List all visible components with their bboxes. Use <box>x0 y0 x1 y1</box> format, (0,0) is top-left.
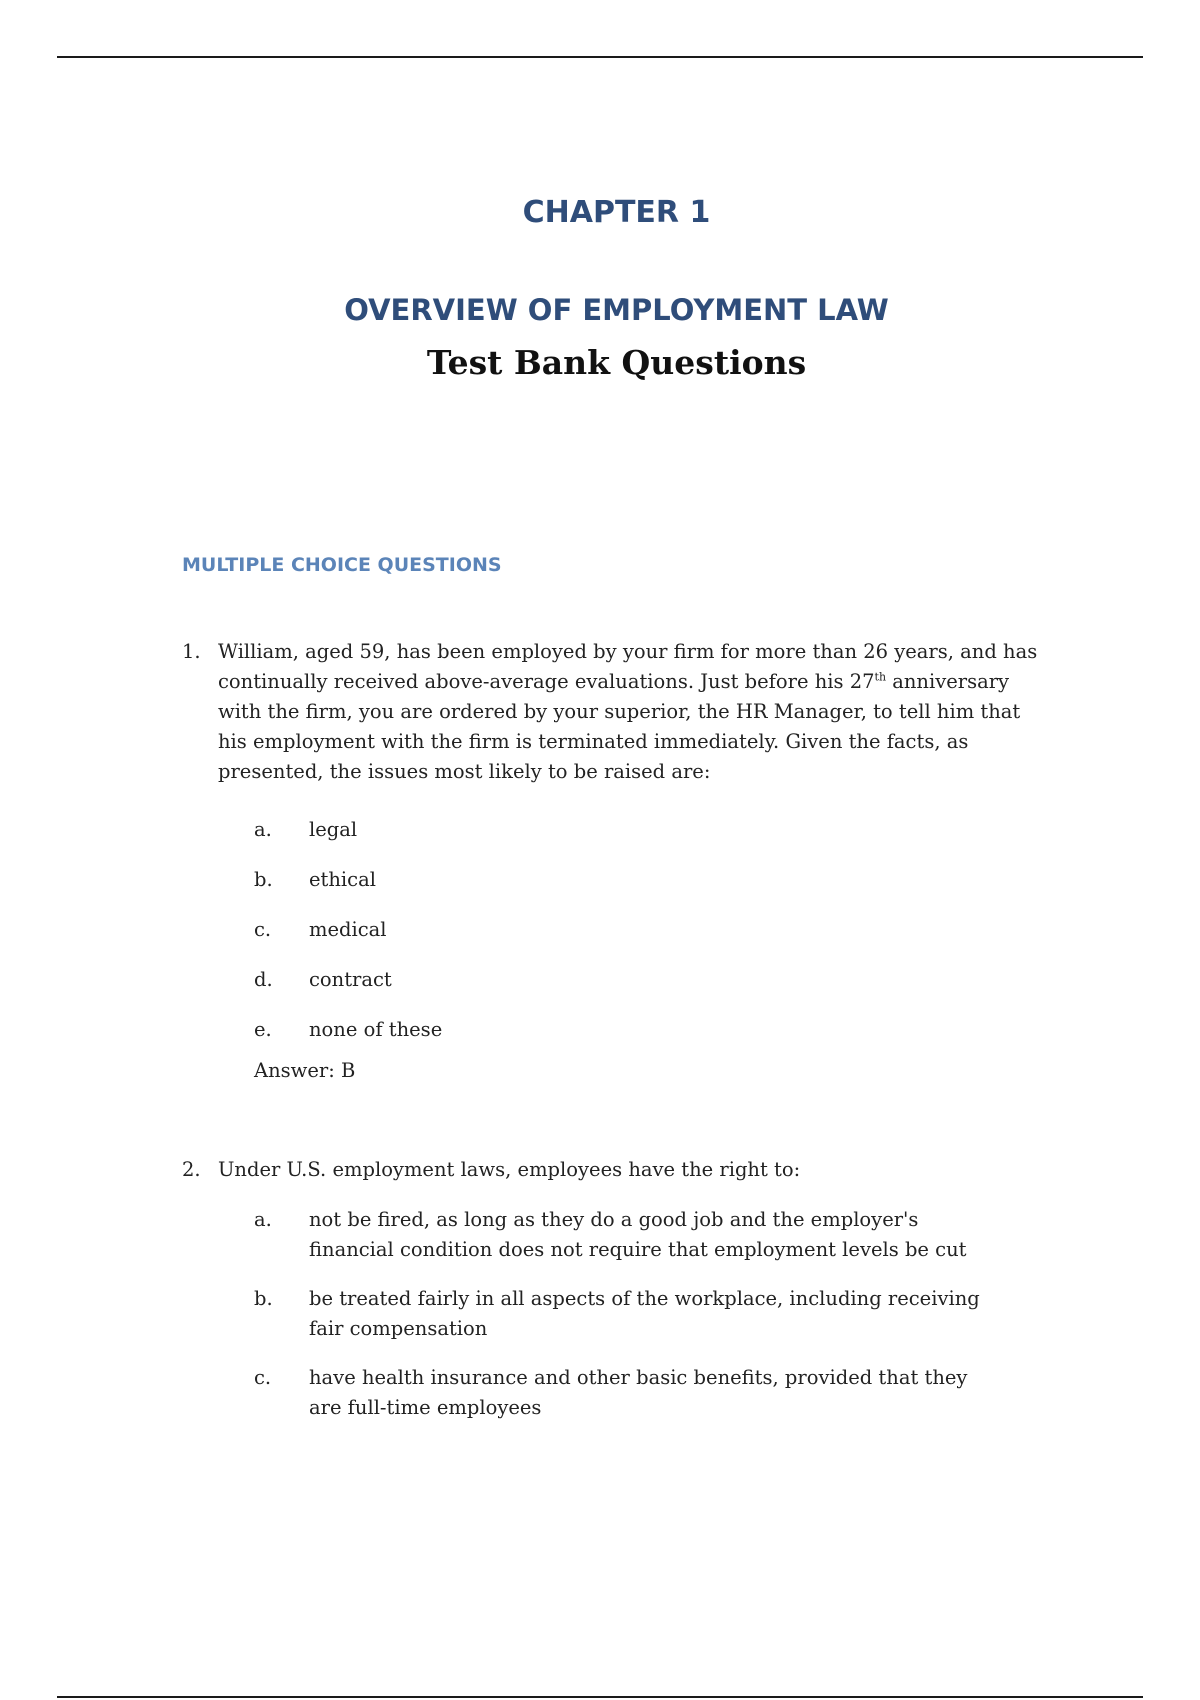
option-letter: b. <box>254 1287 273 1310</box>
option-item <box>254 1363 994 1423</box>
question-text-part: William, aged 59, has been employed by your firm for more than 26 years, and has continually received above-average evaluations. Just before his 27 <box>218 640 1038 693</box>
question-1 <box>182 637 1052 787</box>
option-item <box>254 815 1054 845</box>
document-subtitle: Test Bank Questions <box>426 343 807 382</box>
option-letter: e. <box>254 1018 272 1041</box>
option-text: have health insurance and other basic benefits, provided that they are full-time employees <box>309 1366 968 1419</box>
answer-line: Answer: B <box>254 1059 356 1082</box>
top-rule <box>57 56 1143 58</box>
option-item <box>254 865 1054 895</box>
option-text: be treated fairly in all aspects of the workplace, including receiving fair compensation <box>309 1287 980 1340</box>
option-letter: d. <box>254 968 273 991</box>
question-number: 2. <box>182 1158 201 1181</box>
question-2-options <box>254 1205 994 1423</box>
question-text-part: anniversary with the firm, you are ordered by your superior, the HR Manager, to tell him that his employment with the firm is terminated immediately. Given the facts, as presented, the issues most likely to be raised are: <box>218 670 1021 783</box>
question-number: 1. <box>182 640 201 663</box>
chapter-label: CHAPTER 1 <box>522 195 711 230</box>
option-text: legal <box>309 818 358 841</box>
option-letter: a. <box>254 1208 272 1231</box>
question-1-options <box>254 815 1054 1045</box>
option-text: contract <box>309 968 392 991</box>
option-item <box>254 1205 994 1265</box>
option-letter: b. <box>254 868 273 891</box>
section-heading: MULTIPLE CHOICE QUESTIONS <box>182 554 502 576</box>
option-item <box>254 1015 1054 1045</box>
question-2 <box>182 1155 1052 1185</box>
option-text: not be fired, as long as they do a good job and the employer's financial condition does not require that employment levels be cut <box>309 1208 967 1261</box>
option-letter: c. <box>254 918 272 941</box>
option-letter: c. <box>254 1366 272 1389</box>
option-text: none of these <box>309 1018 443 1041</box>
option-item <box>254 965 1054 995</box>
option-item <box>254 915 1054 945</box>
question-text <box>218 637 1052 787</box>
option-letter: a. <box>254 818 272 841</box>
chapter-title: OVERVIEW OF EMPLOYMENT LAW <box>344 293 889 327</box>
question-text: Under U.S. employment laws, employees have the right to: <box>218 1158 801 1181</box>
option-text: medical <box>309 918 387 941</box>
bottom-rule <box>57 1696 1143 1698</box>
option-text: ethical <box>309 868 376 891</box>
option-item <box>254 1284 994 1344</box>
ordinal-superscript: th <box>874 670 887 684</box>
